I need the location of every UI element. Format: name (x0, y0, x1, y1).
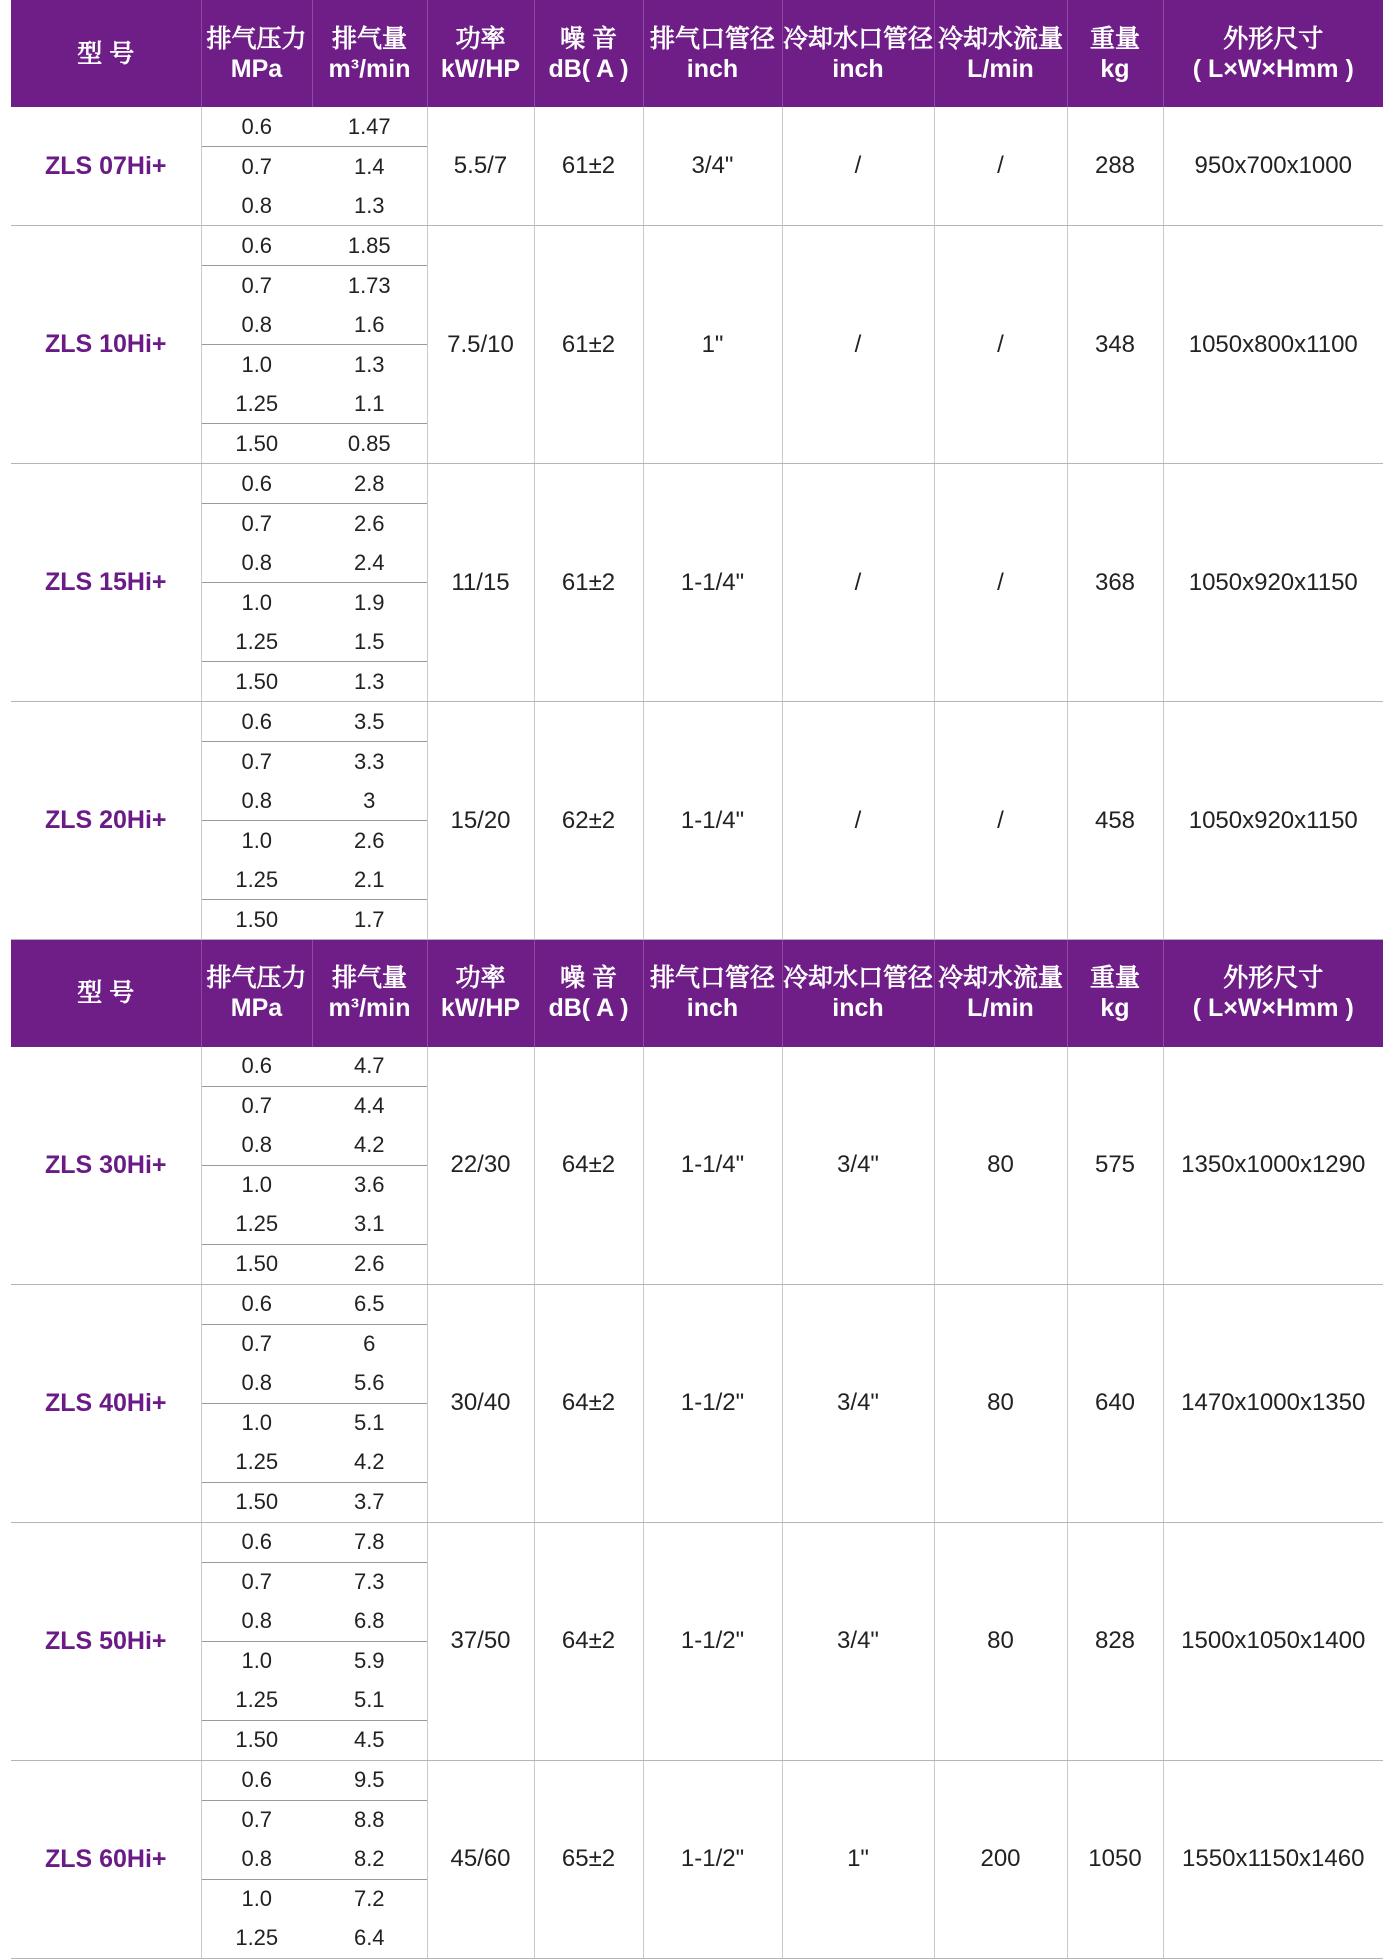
table-row (11, 1284, 1383, 1324)
pressure-value: 1.50 (201, 1244, 312, 1284)
weight-value: 348 (1067, 226, 1163, 464)
noise-value: 61±2 (534, 464, 643, 702)
weight-value: 640 (1067, 1284, 1163, 1522)
header-water-inlet (782, 940, 934, 1047)
flow-value: 2.8 (312, 464, 427, 504)
pressure-value: 0.7 (201, 147, 312, 187)
header-row (11, 940, 1383, 1047)
pressure-value: 0.8 (241, 311, 273, 337)
pressure-value: 0.7 (201, 266, 312, 306)
flow-value: 1.73 (312, 266, 427, 306)
pressure-value: 0.6 (241, 1291, 273, 1316)
flow-value: 7.8 (312, 1522, 427, 1562)
flow-value: 3 (312, 781, 427, 821)
water-inlet-size-value: 3/4" (782, 1284, 934, 1522)
weight-value: 1050 (1067, 1760, 1163, 1958)
pressure-value: 0.8 (241, 1846, 273, 1871)
pressure-value: 0.6 (241, 470, 273, 496)
outlet-size-value: 1-1/2" (643, 1760, 782, 1958)
header-weight-line: 重量 (1089, 24, 1140, 53)
table-row (11, 1760, 1383, 1800)
pressure-value: 1.50 (201, 900, 312, 940)
pressure-value: 1.0 (201, 1165, 312, 1205)
water-inlet-size-value: / (782, 226, 934, 464)
power-value: 37/50 (427, 1522, 534, 1760)
noise-value: 61±2 (534, 226, 643, 464)
dimensions-value: 1050x920x1150 (1163, 464, 1383, 702)
flow-value: 3.7 (312, 1482, 427, 1522)
header-weight-line: 重量 (1089, 964, 1140, 993)
flow-value: 2.6 (312, 1244, 427, 1284)
header-flow-line: 排气量 (331, 24, 407, 53)
flow-value: 7.3 (312, 1562, 427, 1602)
flow-value: 1.1 (312, 384, 427, 424)
outlet-size-value: 1-1/4" (643, 464, 782, 702)
header-water-inlet-line: 冷却水口管径 (782, 24, 933, 53)
power-value: 45/60 (427, 1760, 534, 1958)
pressure-value: 1.0 (201, 1641, 312, 1681)
power-value: 15/20 (427, 702, 534, 940)
table-row (11, 1522, 1383, 1562)
flow-value: 6 (312, 1324, 427, 1364)
outlet-size-value: 1-1/4" (643, 1047, 782, 1285)
header-flow (312, 940, 427, 1047)
pressure-value: 0.6 (241, 1053, 273, 1078)
table-row (11, 464, 1383, 504)
model-name: ZLS 15Hi+ (11, 464, 201, 702)
table-row (11, 226, 1383, 266)
pressure-value: 1.25 (235, 866, 279, 892)
pressure-value: 1.25 (235, 1687, 279, 1712)
header-weight-line: kg (1100, 994, 1130, 1023)
header-dims (1163, 940, 1383, 1047)
flow-value: 1.9 (312, 583, 427, 623)
header-noise-line: 噪 音 (560, 964, 617, 993)
flow-value: 4.5 (312, 1720, 427, 1760)
water-flow-value: / (934, 107, 1067, 226)
outlet-size-value: 3/4" (643, 107, 782, 226)
pressure-value: 1.0 (201, 821, 312, 861)
noise-value: 65±2 (534, 1760, 643, 1958)
header-weight (1067, 0, 1163, 107)
pressure-value: 0.8 (241, 549, 273, 575)
header-weight-line: kg (1100, 54, 1130, 83)
power-value: 7.5/10 (427, 226, 534, 464)
water-inlet-size-value: / (782, 702, 934, 940)
outlet-size-value: 1" (643, 226, 782, 464)
pressure-value: 1.50 (201, 662, 312, 702)
flow-value: 1.7 (312, 900, 427, 940)
noise-value: 62±2 (534, 702, 643, 940)
pressure-value: 1.25 (235, 1211, 279, 1236)
flow-value: 1.85 (312, 226, 427, 266)
flow-value: 1.47 (312, 107, 427, 147)
header-water-inlet-line: inch (832, 994, 884, 1023)
header-outlet-line: inch (686, 994, 739, 1023)
header-power-line: 功率 (455, 24, 506, 53)
water-inlet-size-value: 1" (782, 1760, 934, 1958)
header-flow-line: m³/min (328, 54, 411, 83)
pressure-value: 1.50 (201, 1720, 312, 1760)
header-outlet-line: 排气口管径 (649, 964, 775, 993)
pressure-value: 1.25 (201, 1919, 312, 1959)
pressure-value: 0.7 (201, 1800, 312, 1840)
flow-value: 4.4 (312, 1086, 427, 1126)
header-power (427, 940, 534, 1047)
header-noise-line: dB( A ) (548, 994, 629, 1023)
outlet-size-value: 1-1/2" (643, 1522, 782, 1760)
header-power (427, 0, 534, 107)
flow-value: 8.8 (312, 1800, 427, 1840)
header-water-flow-line: L/min (967, 994, 1034, 1023)
header-outlet-line: 排气口管径 (649, 24, 775, 53)
water-flow-value: 80 (934, 1284, 1067, 1522)
model-name: ZLS 10Hi+ (11, 226, 201, 464)
flow-value: 4.7 (312, 1047, 427, 1087)
table-row (11, 1047, 1383, 1087)
flow-value: 1.5 (312, 622, 427, 662)
flow-value: 4.2 (312, 1443, 427, 1483)
power-value: 30/40 (427, 1284, 534, 1522)
power-value: 5.5/7 (427, 107, 534, 226)
flow-value: 2.6 (312, 504, 427, 544)
water-inlet-size-value: / (782, 107, 934, 226)
flow-value: 1.3 (312, 662, 427, 702)
flow-value: 5.1 (312, 1681, 427, 1721)
dimensions-value: 1470x1000x1350 (1163, 1284, 1383, 1522)
flow-value: 9.5 (312, 1760, 427, 1800)
header-water-inlet-line: 冷却水口管径 (782, 964, 933, 993)
water-flow-value: / (934, 702, 1067, 940)
model-name: ZLS 30Hi+ (11, 1047, 201, 1285)
model-name: ZLS 20Hi+ (11, 702, 201, 940)
water-flow-value: 80 (934, 1522, 1067, 1760)
outlet-size-value: 1-1/4" (643, 702, 782, 940)
pressure-value: 1.0 (201, 345, 312, 385)
header-model: 型 号 (11, 0, 201, 107)
flow-value: 6.8 (312, 1602, 427, 1642)
header-noise (534, 0, 643, 107)
header-dims (1163, 0, 1383, 107)
water-inlet-size-value: 3/4" (782, 1522, 934, 1760)
pressure-value: 1.0 (201, 1403, 312, 1443)
header-pressure-line: MPa (230, 994, 283, 1023)
flow-value: 7.2 (312, 1879, 427, 1919)
flow-value: 1.6 (312, 305, 427, 345)
flow-value: 3.6 (312, 1165, 427, 1205)
pressure-value: 1.0 (201, 1879, 312, 1919)
noise-value: 64±2 (534, 1522, 643, 1760)
dimensions-value: 950x700x1000 (1163, 107, 1383, 226)
header-water-flow (934, 940, 1067, 1047)
dimensions-value: 1350x1000x1290 (1163, 1047, 1383, 1285)
header-water-inlet (782, 0, 934, 107)
header-pressure-line: 排气压力 (206, 964, 307, 993)
flow-value: 2.6 (312, 821, 427, 861)
header-flow-line: 排气量 (331, 964, 407, 993)
header-row (11, 0, 1383, 107)
weight-value: 575 (1067, 1047, 1163, 1285)
pressure-value: 0.8 (201, 186, 312, 226)
flow-value: 1.3 (312, 186, 427, 226)
power-value: 11/15 (427, 464, 534, 702)
water-flow-value: / (934, 226, 1067, 464)
header-outlet (643, 940, 782, 1047)
pressure-value: 0.7 (201, 1086, 312, 1126)
weight-value: 368 (1067, 464, 1163, 702)
header-water-flow-line: 冷却水流量 (937, 964, 1063, 993)
pressure-value: 0.7 (201, 742, 312, 782)
header-pressure (201, 940, 312, 1047)
model-name: ZLS 50Hi+ (11, 1522, 201, 1760)
header-dims-line: 外形尺寸 (1223, 24, 1324, 53)
header-dims-line: 外形尺寸 (1223, 964, 1324, 993)
flow-value: 2.1 (312, 860, 427, 900)
pressure-value: 0.7 (201, 504, 312, 544)
header-water-flow (934, 0, 1067, 107)
dimensions-value: 1550x1150x1460 (1163, 1760, 1383, 1958)
pressure-value: 0.8 (241, 1370, 273, 1395)
flow-value: 5.9 (312, 1641, 427, 1681)
weight-value: 458 (1067, 702, 1163, 940)
header-noise-line: dB( A ) (548, 54, 629, 83)
flow-value: 3.3 (312, 742, 427, 782)
pressure-value: 0.6 (241, 1767, 273, 1792)
spec-table (11, 0, 1383, 1959)
water-inlet-size-value: 3/4" (782, 1047, 934, 1285)
header-pressure (201, 0, 312, 107)
noise-value: 61±2 (534, 107, 643, 226)
header-noise-line: 噪 音 (560, 24, 617, 53)
table-row (11, 702, 1383, 742)
noise-value: 64±2 (534, 1047, 643, 1285)
pressure-value: 0.6 (241, 708, 273, 734)
pressure-value: 1.50 (201, 1482, 312, 1522)
outlet-size-value: 1-1/2" (643, 1284, 782, 1522)
water-flow-value: 200 (934, 1760, 1067, 1958)
flow-value: 5.1 (312, 1403, 427, 1443)
header-noise (534, 940, 643, 1047)
flow-value: 2.4 (312, 543, 427, 583)
pressure-value: 0.7 (201, 1324, 312, 1364)
table-row (11, 107, 1383, 147)
header-pressure-line: 排气压力 (206, 24, 307, 53)
header-outlet (643, 0, 782, 107)
dimensions-value: 1500x1050x1400 (1163, 1522, 1383, 1760)
header-water-inlet-line: inch (832, 54, 884, 83)
flow-value: 0.85 (312, 424, 427, 464)
pressure-value: 0.8 (241, 1132, 273, 1157)
flow-value: 5.6 (312, 1364, 427, 1404)
pressure-value: 1.50 (201, 424, 312, 464)
model-name: ZLS 07Hi+ (11, 107, 201, 226)
flow-value: 1.4 (312, 147, 427, 187)
water-inlet-size-value: / (782, 464, 934, 702)
flow-value: 3.1 (312, 1205, 427, 1245)
water-flow-value: / (934, 464, 1067, 702)
power-value: 22/30 (427, 1047, 534, 1285)
pressure-value: 0.6 (241, 113, 273, 139)
flow-value: 4.2 (312, 1126, 427, 1166)
pressure-value: 0.6 (241, 232, 273, 258)
flow-value: 1.3 (312, 345, 427, 385)
pressure-value: 0.8 (241, 1608, 273, 1633)
flow-value: 8.2 (312, 1840, 427, 1880)
flow-value: 6.4 (312, 1919, 427, 1959)
header-power-line: kW/HP (440, 994, 521, 1023)
weight-value: 288 (1067, 107, 1163, 226)
model-name: ZLS 40Hi+ (11, 1284, 201, 1522)
header-dims-line: ( L×W×Hmm ) (1192, 54, 1354, 83)
pressure-value: 1.0 (201, 583, 312, 623)
flow-value: 3.5 (312, 702, 427, 742)
flow-value: 6.5 (312, 1284, 427, 1324)
header-dims-line: ( L×W×Hmm ) (1192, 994, 1354, 1023)
header-model: 型 号 (11, 940, 201, 1047)
weight-value: 828 (1067, 1522, 1163, 1760)
header-weight (1067, 940, 1163, 1047)
pressure-value: 0.6 (241, 1529, 273, 1554)
header-flow-line: m³/min (328, 994, 411, 1023)
header-water-flow-line: L/min (967, 54, 1034, 83)
header-outlet-line: inch (686, 54, 739, 83)
model-name: ZLS 60Hi+ (11, 1760, 201, 1958)
pressure-value: 0.8 (241, 787, 273, 813)
header-power-line: kW/HP (440, 54, 521, 83)
pressure-value: 1.25 (235, 1449, 279, 1474)
header-power-line: 功率 (455, 964, 506, 993)
dimensions-value: 1050x920x1150 (1163, 702, 1383, 940)
dimensions-value: 1050x800x1100 (1163, 226, 1383, 464)
header-pressure-line: MPa (230, 54, 283, 83)
pressure-value: 0.7 (201, 1562, 312, 1602)
noise-value: 64±2 (534, 1284, 643, 1522)
pressure-value: 1.25 (235, 390, 279, 416)
header-flow (312, 0, 427, 107)
pressure-value: 1.25 (235, 628, 279, 654)
header-water-flow-line: 冷却水流量 (937, 24, 1063, 53)
water-flow-value: 80 (934, 1047, 1067, 1285)
